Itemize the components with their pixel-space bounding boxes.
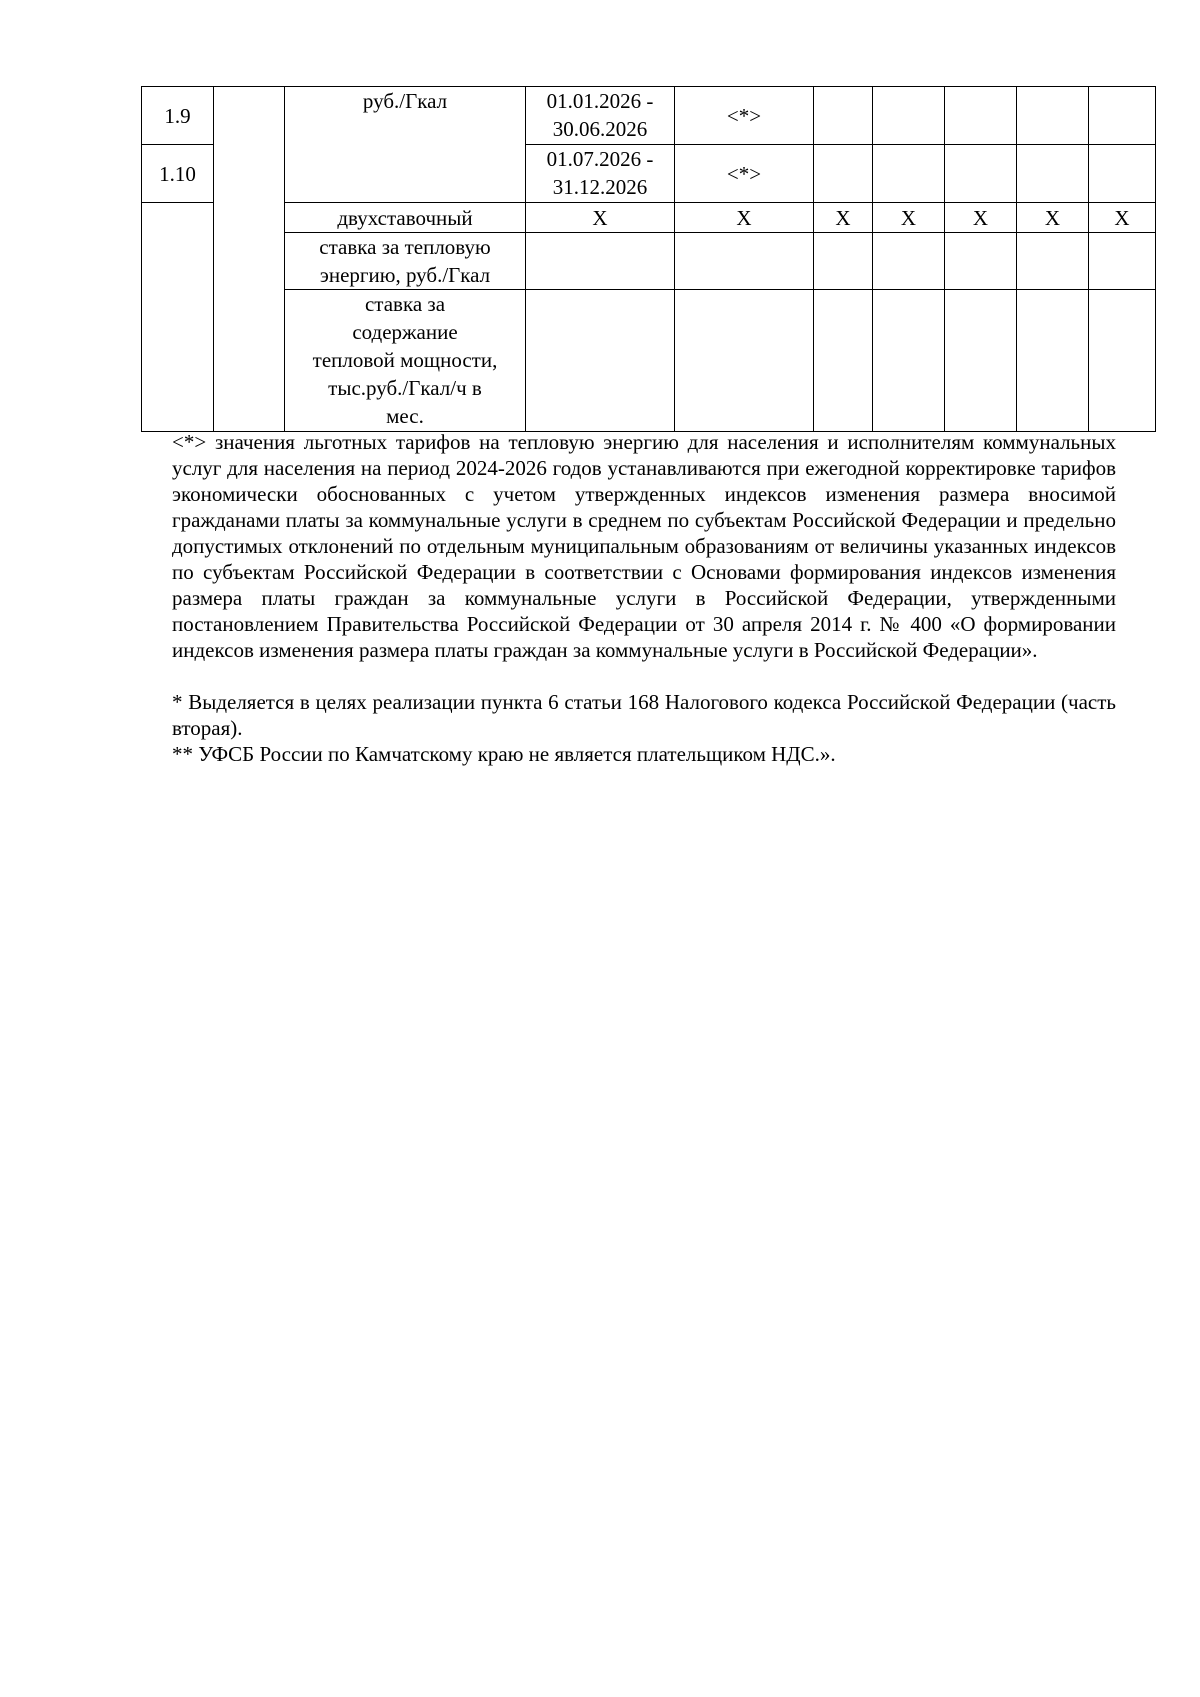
empty-cell bbox=[675, 290, 814, 432]
empty-cell bbox=[873, 290, 945, 432]
table-row bbox=[142, 290, 1156, 432]
empty-cell bbox=[945, 233, 1017, 290]
empty-cell bbox=[1017, 233, 1089, 290]
empty-cell bbox=[945, 145, 1017, 203]
not-applicable-mark: Х bbox=[1017, 203, 1089, 233]
empty-cell bbox=[1017, 87, 1089, 145]
not-applicable-mark: Х bbox=[814, 203, 873, 233]
period-cell bbox=[526, 87, 675, 145]
empty-cell bbox=[1089, 233, 1156, 290]
tariff-value: <*> bbox=[675, 87, 814, 145]
empty-cell bbox=[1089, 290, 1156, 432]
empty-cell bbox=[526, 290, 675, 432]
empty-cell bbox=[1017, 145, 1089, 203]
period-end: 31.12.2026 bbox=[552, 175, 648, 199]
paragraph-gap bbox=[172, 663, 1116, 689]
heat-rate-line: энергию, руб./Гкал bbox=[319, 263, 491, 287]
table-row bbox=[142, 233, 1156, 290]
empty-cell bbox=[1089, 87, 1156, 145]
empty-cell bbox=[526, 233, 675, 290]
capacity-rate-line: тепловой мощности, bbox=[312, 348, 498, 372]
heat-rate-line: ставка за тепловую bbox=[319, 235, 491, 259]
tariff-table bbox=[141, 86, 1156, 432]
unit-label: руб./Гкал bbox=[362, 89, 448, 113]
unit-cell bbox=[285, 87, 526, 203]
heat-rate-label bbox=[285, 233, 526, 290]
capacity-rate-line: тыс.руб./Гкал/ч в bbox=[328, 376, 482, 400]
two-rate-label: двухставочный bbox=[285, 203, 526, 233]
not-applicable-mark: Х bbox=[526, 203, 675, 233]
footnote-double: ** УФСБ России по Камчатскому краю не является плательщиком НДС.». bbox=[172, 742, 836, 766]
row-number: 1.10 bbox=[142, 145, 214, 203]
period-end: 30.06.2026 bbox=[552, 117, 648, 141]
capacity-rate-line: содержание bbox=[352, 320, 458, 344]
empty-cell bbox=[945, 290, 1017, 432]
period-start: 01.07.2026 - bbox=[546, 147, 654, 171]
row-number: 1.9 bbox=[142, 87, 214, 145]
period-start: 01.01.2026 - bbox=[546, 89, 654, 113]
footnote-single: * Выделяется в целях реализации пункта 6 статьи 168 Налогового кодекса Российской Федерации (часть вторая). bbox=[172, 690, 1116, 740]
table-row bbox=[142, 203, 1156, 233]
empty-cell bbox=[814, 233, 873, 290]
empty-cell bbox=[873, 145, 945, 203]
empty-cell bbox=[814, 290, 873, 432]
empty-cell bbox=[945, 87, 1017, 145]
not-applicable-mark: Х bbox=[1089, 203, 1156, 233]
footnote-star: <*> значения льготных тарифов на тепловую энергию для населения и исполнителям коммунальных услуг для населения на период 2024-2026 годов устанавливаются при ежегодной корректировке тарифов экономически обоснованных с учетом утвержденных индексов изменения размера вносимой гражданами платы за коммунальные услуги в среднем по субъектам Российской Федерации и предельно допустимых отклонений по отдельным муниципальным образованиям от величины указанных индексов по субъектам Российской Федерации в соответствии с Основами формирования индексов изменения размера платы граждан за коммунальные услуги в Российской Федерации, утвержденными постановлением Правительства Российской Федерации от 30 апреля 2014 г. № 400 «О формировании индексов изменения размера платы граждан за коммунальные услуги в Российской Федерации». bbox=[172, 430, 1116, 662]
empty-cell bbox=[873, 233, 945, 290]
empty-cell bbox=[873, 87, 945, 145]
capacity-rate-line: ставка за bbox=[364, 292, 446, 316]
capacity-rate-line: мес. bbox=[386, 404, 424, 428]
empty-cell bbox=[1017, 290, 1089, 432]
empty-cell bbox=[814, 145, 873, 203]
not-applicable-mark: Х bbox=[873, 203, 945, 233]
not-applicable-mark: Х bbox=[675, 203, 814, 233]
period-cell bbox=[526, 145, 675, 203]
not-applicable-mark: Х bbox=[945, 203, 1017, 233]
tariff-value: <*> bbox=[675, 145, 814, 203]
empty-cell bbox=[142, 203, 214, 432]
capacity-rate-label bbox=[285, 290, 526, 432]
table-row bbox=[142, 87, 1156, 145]
empty-cell bbox=[814, 87, 873, 145]
empty-cell bbox=[1089, 145, 1156, 203]
empty-cell bbox=[214, 87, 285, 432]
empty-cell bbox=[675, 233, 814, 290]
footnotes bbox=[172, 429, 1116, 767]
